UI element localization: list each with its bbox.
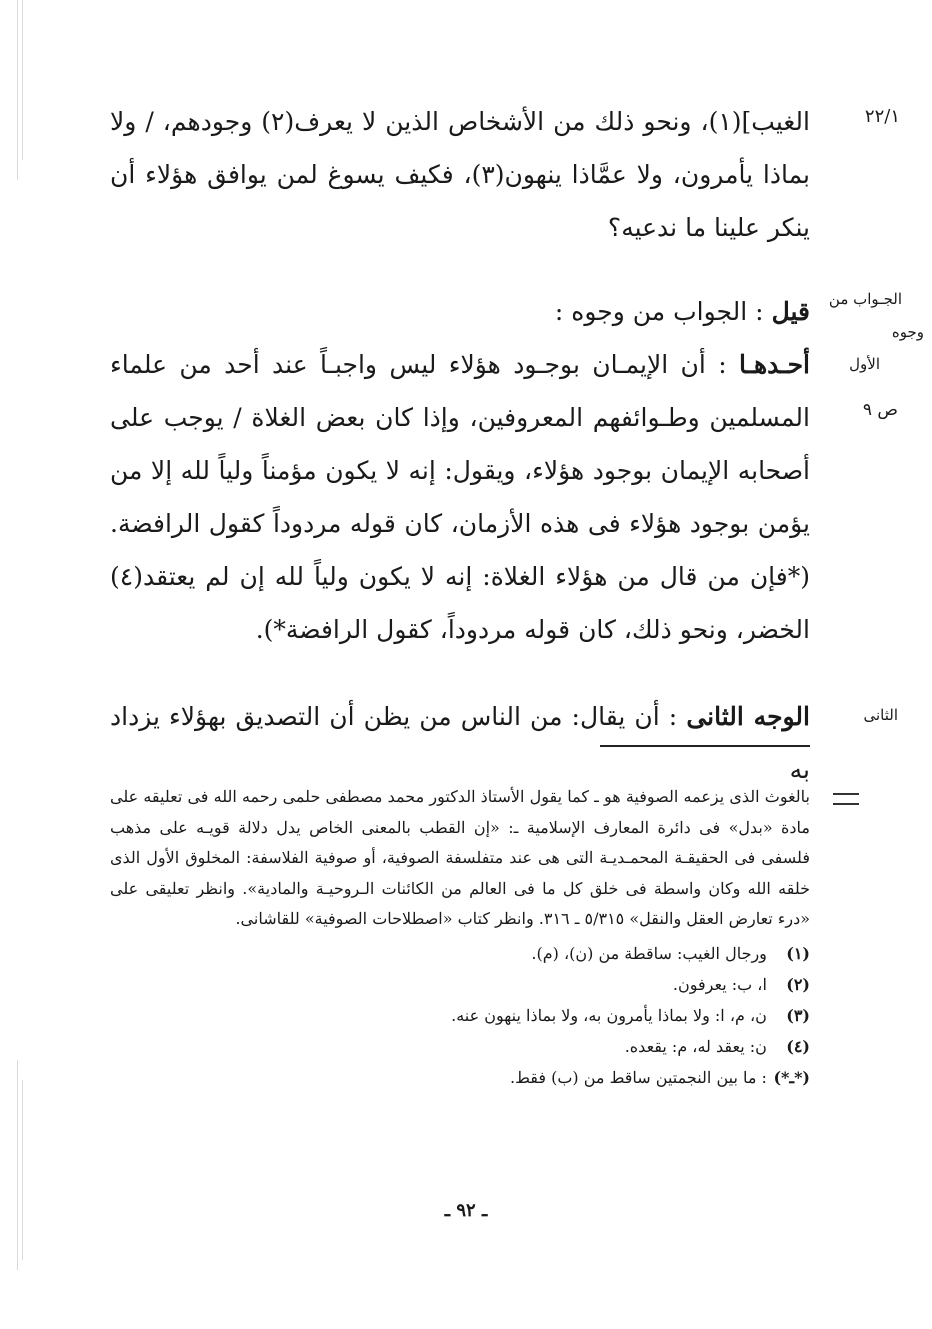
second-aspect-line xyxy=(110,690,810,796)
footnote-item xyxy=(110,1000,810,1031)
page-number: ـ ٩٢ ـ xyxy=(444,1200,488,1221)
footnote-text: ن، م، ا: ولا بماذا يأمرون به، ولا بماذا ينهون عنه. xyxy=(451,1005,767,1025)
paragraph-intro xyxy=(110,95,810,254)
margin-heading-answer: الجـواب من xyxy=(828,290,902,308)
footnote-text: ا، ب: يعرفون. xyxy=(672,974,767,994)
binding-edge-line xyxy=(22,1080,23,1260)
footnote-continuation-mark xyxy=(833,793,859,805)
margin-volume-ref: ٢٢/١ xyxy=(864,106,900,127)
footnote-text: ورجال الغيب: ساقطة من (ن)، (م). xyxy=(531,943,767,963)
footnotes xyxy=(110,782,810,1093)
answer-text: : الجواب من وجوه : xyxy=(554,297,764,326)
margin-first-aspect: الأول xyxy=(849,355,880,373)
footnote-number: (٣) xyxy=(786,1005,810,1025)
answer-line xyxy=(110,285,810,338)
second-aspect-lead: الوجه الثانى xyxy=(686,702,810,731)
footnote-number: (١) xyxy=(786,943,810,963)
footnote-text: : ما بين النجمتين ساقط من (ب) فقط. xyxy=(510,1067,767,1087)
binding-edge-line xyxy=(17,1060,18,1270)
footnote-continued-text: بالغوث الذى يزعمه الصوفية هو ـ كما يقول الأستاذ الدكتور محمد مصطفى حلمى رحمه الله فى تعليقه على مادة «بدل» فى دائرة المعارف الإسلامية ـ: «إن القطب بالمعنى الخاص يدل دلالة قويـه على مذهب فلسفى فى الحقيقـة المحمـديـة التى هى عند متفلسفة الصوفية، أو صوفية الفلاسفة: المخلوق الأول الذى خلقه الله وكان واسطة فى خلق كل ما فى العالم من الكائنات الـروحيـة والمادية». وانظر تعليقى على «درء تعارض العقل والنقل» ٥/٣١٥ ـ ٣١٦. وانظر كتاب «اصطلاحات الصوفية» للقاشانى. xyxy=(110,787,810,928)
first-aspect-paragraph xyxy=(110,338,810,656)
footnote-number: (٤) xyxy=(786,1036,810,1056)
answer-lead-word: قيل xyxy=(771,297,810,326)
footnote-item xyxy=(110,938,810,969)
paragraph-second-aspect xyxy=(110,690,810,796)
margin-second-aspect: الثانى xyxy=(863,706,898,724)
footnote-item xyxy=(110,969,810,1000)
second-aspect-text: : أن يقال: من الناس من يظن أن التصديق بهؤلاء يزداد به xyxy=(110,702,810,784)
footnote-separator xyxy=(600,745,810,747)
first-aspect-text: : أن الإيمـان بوجـود هؤلاء ليس واجبـاً عند أحد من علماء المسلمين وطـوائفهم المعروفين، وإذا كان بعض الغلاة / يوجب على أصحابه الإيمان بوجود هؤلاء، ويقول: إنه لا يكون مؤمناً ولياً لله إلا من يؤمن بوجود هؤلاء فى هذه الأزمان، كان قوله مردوداً كقول الرافضة. (*فإن من قال من هؤلاء الغلاة: إنه لا يكون ولياً لله إن لم يعتقد(٤) الخضر، ونحو ذلك، كان قوله مردوداً، كقول الرافضة*). xyxy=(110,350,810,644)
footnote-item xyxy=(110,1062,810,1093)
footnote-text: ن: يعقد له، م: يقعده. xyxy=(624,1036,767,1056)
footnote-number: (*ـ*) xyxy=(773,1067,810,1087)
footnote-item xyxy=(110,1031,810,1062)
margin-page-ref: ص ٩ xyxy=(862,400,898,420)
paragraph-answer xyxy=(110,285,810,656)
binding-edge-line xyxy=(17,0,18,180)
binding-edge-line xyxy=(22,0,23,160)
margin-heading-answer-cont: وجوه xyxy=(891,323,924,341)
footnote-list xyxy=(110,938,810,1093)
first-aspect-lead: أحـدهـا xyxy=(739,350,810,379)
intro-text: الغيب](١)، ونحو ذلك من الأشخاص الذين لا يعرف(٢) وجودهم، / ولا بماذا يأمرون، ولا عمَّاذا ينهون(٣)، فكيف يسوغ لمن يوافق هؤلاء أن ينكر علينا ما ندعيه؟ xyxy=(110,107,810,242)
footnote-number: (٢) xyxy=(786,974,810,994)
